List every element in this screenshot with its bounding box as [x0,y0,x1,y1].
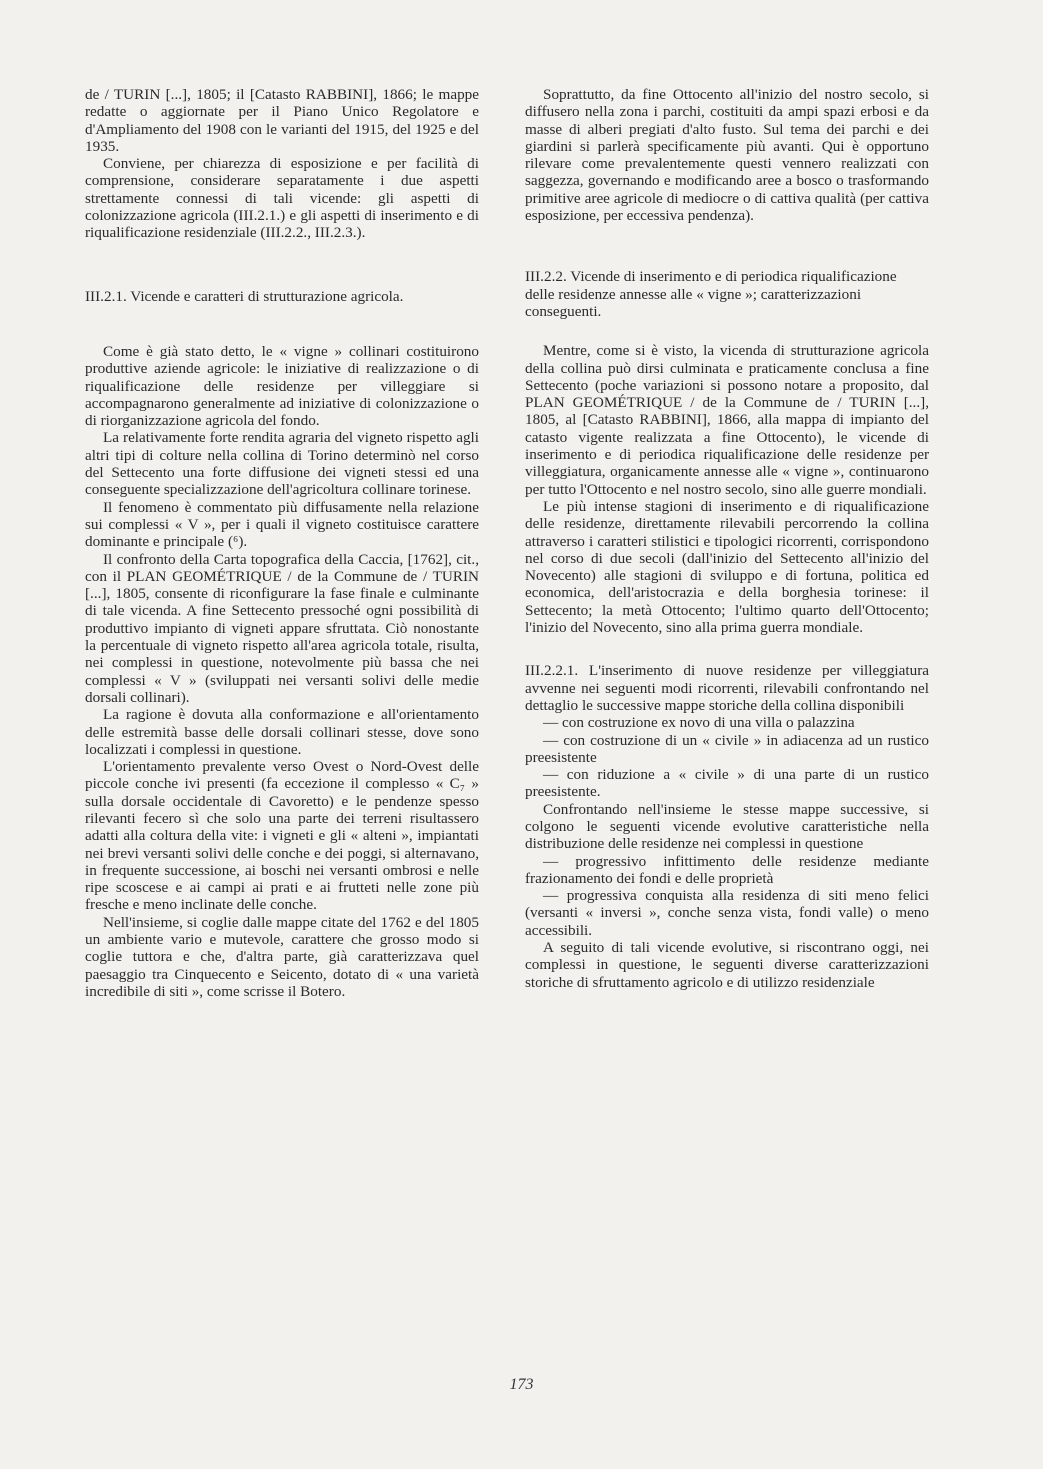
paragraph: La relativamente forte rendita agraria del vigneto rispetto agli altri tipi di colture nella collina di Torino determinò nel corso del Settecento una forte diffusione dei vigneti stessi ed una conseguente specializzazione dell'agricoltura collinare torinese. [85,429,479,499]
list-item: — con riduzione a « civile » di una parte di un rustico preesistente. [525,766,929,801]
paragraph: Confrontando nell'insieme le stesse mappe successive, si colgono le seguenti vicende evolutive caratteristiche nella distribuzione delle residenze nei complessi in questione [525,800,929,853]
page-number: 173 [509,1376,534,1393]
paragraph: Il fenomeno è commentato più diffusamente nella relazione sui complessi « V », per i quali il vigneto costituisce carattere dominante e principale (⁶). [85,498,479,551]
list-item: — con costruzione ex novo di una villa o palazzina [543,714,855,732]
list-item: — progressiva conquista alla residenza di siti meno felici (versanti « inversi », conche senza vista, fondi valle) o meno accessibili. [525,887,929,939]
section-heading-iii-2-2: III.2.2. Vicende di inserimento e di periodica riqualificazione delle residenze annesse alle « vigne »; caratterizzazioni conseguenti. [525,268,897,320]
paragraph: Soprattutto, da fine Ottocento all'inizio del nostro secolo, si diffusero nella zona i parchi, costituiti da ampi spazi erbosi e da masse di alberi pregiati d'alto fusto. Sul tema dei parchi e dei giardini si parlerà specificamente più avanti. Qui è opportuno rilevare come prevalentemente questi vennero realizzati con saggezza, governando e modificando aree a bosco o trasformando primitive aree agricole di mediocre o di cattiva qualità (per cattiva esposizione, per eccessiva pendenza). [525,86,929,225]
list-item: — progressivo infittimento delle residenze mediante frazionamento dei fondi e delle proprietà [525,852,929,887]
section-heading-iii-2-1: III.2.1. Vicende e caratteri di strutturazione agricola. [85,287,404,305]
paragraph: L'orientamento prevalente verso Ovest o Nord-Ovest delle piccole conche ivi presenti (fa eccezione il complesso « C₇ » sulla dorsale occidentale di Cavoretto) e le pendenze spesso rilevanti fecero sì che solo una parte dei terreni risultassero adatti alla coltura della vite: i vigneti e gli « alteni », impiantati nei brevi versanti solivi delle conche e dei poggi, si alternavano, in frequente successione, ai boschi nei versanti ombrosi e nelle ripe scoscese e ai campi ai prati e ai frutteti nelle zone più fresche e meno inclinate delle conche. [85,758,479,914]
paragraph: Nell'insieme, si coglie dalle mappe citate del 1762 e del 1805 un ambiente vario e mutevole, carattere che grosso modo si coglie tuttora e che, d'altra parte, già caratterizzava quel paesaggio tra Cinquecento e Seicento, dotato di « una varietà incredibile di siti », come scrisse il Botero. [85,913,479,1000]
right-column [525,86,929,991]
paragraph: Le più intense stagioni di inserimento e di riqualificazione delle residenze, direttamente rilevabili percorrendo la collina attraverso i caratteri stilistici e tipologici ricorrenti, corrispondono nel corso di due secoli (dall'inizio del Settecento all'inizio del Novecento) alle stagioni di sviluppo e di fortuna, politica ed economica, dell'aristocrazia e della borghesia torinese: il Settecento; la metà Ottocento; l'ultimo quarto dell'Ottocento; l'inizio del Novecento, sino alla prima guerra mondiale. [525,497,929,637]
paragraph: Il confronto della Carta topografica della Caccia, [1762], cit., con il PLAN GEOMÉTRIQUE / de la Commune de / TURIN [...], 1805, consente di riconfigurare la fase finale e culminante di tale vicenda. A fine Settecento pressoché ogni possibilità di produttivo impianto di vigneti appare sfruttata. Ciò nonostante la percentuale di vigneto rispetto all'area agricola totale, risulta, nei complessi in questione, notevolmente più bassa che nei complessi « V » (sviluppati nei versanti solivi delle medie dorsali collinari). [85,550,479,706]
paragraph: III.2.2.1. L'inserimento di nuove residenze per villeggiatura avvenne nei seguenti modi ricorrenti, rilevabili confrontando nel dettaglio le successive mappe storiche della collina disponibili [525,662,929,714]
paragraph: Come è già stato detto, le « vigne » collinari costituirono produttive aziende agricole: le iniziative di realizzazione o di riqualificazione delle residenze per villeggiare si accompagnarono generalmente ad iniziative di colonizzazione o di riorganizzazione agricola del fondo. [85,342,479,430]
paragraph: Conviene, per chiarezza di esposizione e per facilità di comprensione, considerare separatamente i due aspetti strettamente connessi di tali vicende: gli aspetti di colonizzazione agricola (III.2.1.) e gli aspetti di inserimento e di riqualificazione residenziale (III.2.2., III.2.3.). [85,155,479,242]
left-column [85,86,479,1000]
paragraph: Mentre, come si è visto, la vicenda di strutturazione agricola della collina può dirsi culminata e praticamente conclusa a fine Settecento (poche variazioni si possono notare a proposito, dal PLAN GEOMÉTRIQUE / de la Commune de / TURIN [...], 1805, al [Catasto RABBINI], 1866, alla mappa di impianto del catasto vigente realizzata a fine Ottocento), le vicende di inserimento e di periodica riqualificazione delle residenze per villeggiatura, organicamente annesse alle « vigne », continuarono per tutto l'Ottocento e nel nostro secolo, sino alle guerre mondiali. [525,342,929,498]
paragraph: de / TURIN [...], 1805; il [Catasto RABBINI], 1866; le mappe redatte o aggiornate per il Piano Unico Regolatore e d'Ampliamento del 1908 con le varianti del 1915, del 1925 e del 1935. [85,86,479,155]
paragraph: La ragione è dovuta alla conformazione e all'orientamento delle estremità basse delle dorsali collinari stesse, dove sono localizzati i complessi in questione. [85,706,479,758]
paragraph: A seguito di tali vicende evolutive, si riscontrano oggi, nei complessi in questione, le seguenti diverse caratterizzazioni storiche di sfruttamento agricolo e di utilizzo residenziale [525,939,929,991]
list-item: — con costruzione di un « civile » in adiacenza ad un rustico preesistente [525,731,929,766]
